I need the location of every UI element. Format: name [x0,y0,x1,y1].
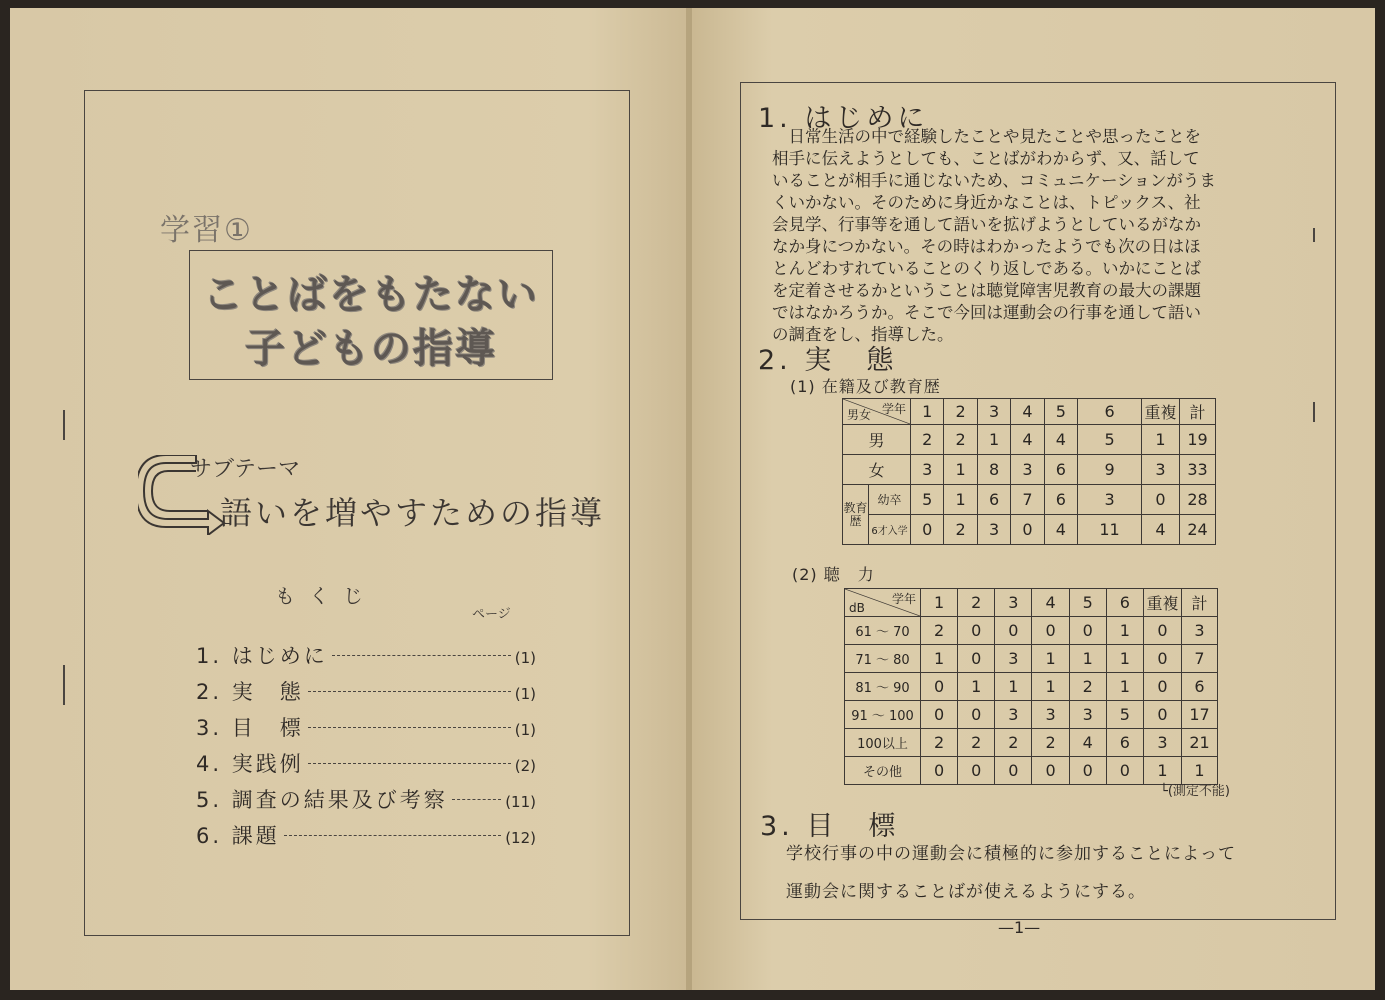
title-box [189,250,553,380]
introduction-paragraph: 日常生活の中で経験したことや見たことや思ったことを 相手に伝えようとしても、ことばがわからず、又、話して いることが相手に通じないため、コミュニケーションがうま くいかない。そのために身近かなことは、トピックス、社 会見学、行事等を通して語いを拡げようとしているがなか なか身につかない。その時はわかったようでも次の日はほ とんどわすれていることのくり返しである。いかにことば を定着させるかということは聴覚障害児教育の最大の課題 ではなかろうか。そこで今回は運動会の行事を通して語い の調査をし、指導した。 [772,127,1216,344]
section-3-heading: 3. 目 標 [760,811,900,842]
table-row: 教育歴 幼卒 5 1 6 7 6 3 0 28 [843,485,1216,515]
toc-item: 5. 調査の結果及び考察 (11) [196,788,536,812]
column-header: 5 [1044,399,1077,425]
table-row: 61 ～ 70 2 0 0 0 0 1 0 3 [845,617,1218,645]
toc-item: 4. 実践例 (2) [196,752,536,776]
column-header: 3 [995,589,1032,617]
column-header: 1 [911,399,944,425]
column-header: 重複 [1144,589,1182,617]
column-header: 4 [1011,399,1044,425]
toc-item: 1. はじめに (1) [196,644,536,668]
column-header: 6 [1106,589,1143,617]
study-label: 学習① [160,213,253,248]
table-row: 91 ～ 100 0 0 3 3 3 5 0 17 [845,701,1218,729]
toc-item: 3. 目 標 (1) [196,716,536,740]
enrollment-table [842,398,1216,545]
toc-item: 2. 実 態 (1) [196,680,536,704]
column-header: 5 [1069,589,1106,617]
table-2-note: └(測定不能) [1160,784,1230,799]
goal-text: 学校行事の中の運動会に積極的に参加することによって 運動会に関することばが使えるようにする。 [786,844,1236,902]
column-header: 2 [958,589,995,617]
column-header: 重複 [1142,399,1180,425]
table-row: その他 0 0 0 0 0 0 1 1 [845,757,1218,785]
table-2-caption: (2) 聴 力 [792,565,875,584]
table-row: 100以上 2 2 2 2 4 6 3 21 [845,729,1218,757]
education-history-label: 教育歴 [843,485,869,545]
table-row: 71 ～ 80 1 0 3 1 1 1 0 7 [845,645,1218,673]
table-row: 女 3 1 8 3 6 9 3 33 [843,455,1216,485]
hearing-table [844,588,1218,785]
toc-page-label: ページ [472,607,511,622]
table-of-contents [196,640,536,856]
table-1-caption: (1) 在籍及び教育歴 [790,377,941,396]
column-header: 計 [1180,399,1216,425]
section-1-heading: 1. はじめに [758,103,929,134]
binding-gutter [686,8,692,990]
table-corner-cell: 学年 男女 [843,399,911,425]
table-corner-cell: 学年 dB [845,589,921,617]
column-header: 2 [944,399,977,425]
title-line-2: 子どもの指導 [245,326,497,372]
table-row: 81 ～ 90 0 1 1 1 2 1 0 6 [845,673,1218,701]
margin-mark [63,665,65,705]
column-header: 6 [1078,399,1142,425]
column-header: 3 [977,399,1010,425]
margin-mark [1313,402,1315,422]
table-row: 6才入学 0 2 3 0 4 11 4 24 [843,515,1216,545]
section-2-heading: 2. 実 態 [758,345,898,376]
column-header: 4 [1032,589,1069,617]
toc-item: 6. 課題 (12) [196,824,536,848]
table-row: 男 2 2 1 4 4 5 1 19 [843,425,1216,455]
toc-title: もくじ [275,584,377,608]
margin-mark [1313,228,1315,242]
column-header: 計 [1182,589,1218,617]
page-number: —1— [998,918,1041,937]
title-line-1: ことばをもたない [203,272,539,318]
margin-mark [63,410,65,440]
subtheme-label: サブテーマ [190,457,301,482]
column-header: 1 [921,589,958,617]
subtheme-text: 語いを増やすための指導 [220,494,606,532]
